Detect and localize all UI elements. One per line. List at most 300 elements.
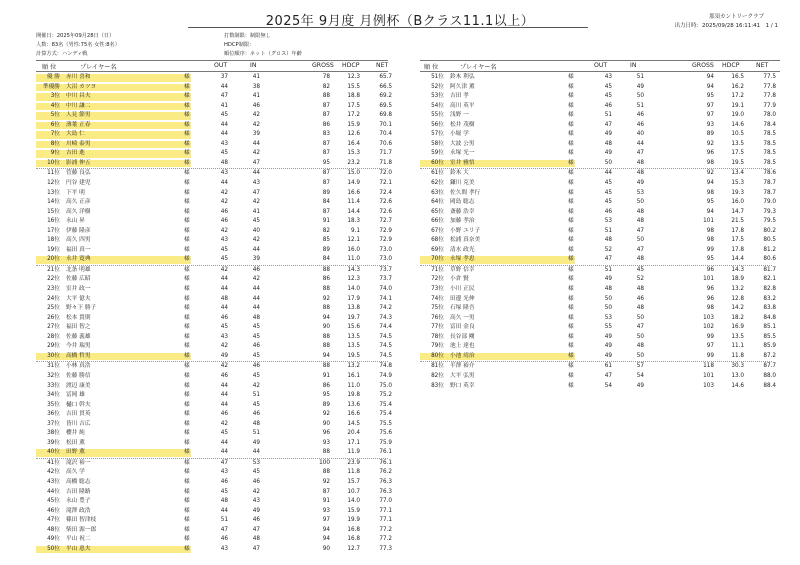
rank-cell: 74位 [431, 295, 444, 302]
net-score-cell: 78.0 [763, 112, 776, 119]
player-name-cell: 小池 靖治 [450, 352, 475, 359]
in-score-cell: 48 [252, 420, 260, 427]
gross-score-cell: 96 [706, 286, 714, 293]
player-name-cell: 伊藤 隆彦 [66, 227, 91, 234]
in-score-cell: 53 [252, 459, 260, 466]
rank-cell: 67位 [431, 227, 444, 234]
net-score-cell: 72.7 [379, 218, 392, 225]
hdcp-cell: 13.5 [347, 333, 360, 340]
table-row [36, 295, 396, 305]
header-rank: 順 位 [424, 64, 439, 71]
net-score-cell: 82.8 [763, 286, 776, 293]
net-score-cell: 70.6 [379, 140, 392, 147]
gross-score-cell: 89 [322, 246, 330, 253]
out-score-cell: 54 [604, 382, 612, 389]
table-row [420, 246, 790, 256]
player-name-cell: 大沼 カツヨ [66, 83, 97, 90]
table-row [36, 391, 396, 401]
in-score-cell: 48 [636, 208, 644, 215]
gross-score-cell: 98 [706, 159, 714, 166]
rank-cell: 49位 [47, 536, 60, 543]
out-score-cell: 48 [220, 295, 228, 302]
player-name-cell: 小倉 賢 [450, 276, 469, 283]
table-row [36, 429, 396, 439]
player-name-cell: 渡辺 康美 [66, 382, 91, 389]
out-score-cell: 47 [220, 526, 228, 533]
hdcp-cell: 13.5 [731, 140, 744, 147]
player-name-cell: 佐藤 広昭 [66, 276, 91, 283]
table-row [36, 83, 396, 93]
table-row [36, 362, 396, 372]
net-score-cell: 77.8 [763, 93, 776, 100]
out-score-cell: 46 [220, 208, 228, 215]
rank-cell: 準優勝 [42, 83, 60, 90]
in-score-cell: 51 [252, 430, 260, 437]
rank-cell: 34位 [47, 392, 60, 399]
hdcp-cell: 11.8 [731, 352, 744, 359]
title-cell: 様 [184, 102, 190, 109]
gross-score-cell: 95 [322, 392, 330, 399]
net-score-cell: 76.2 [379, 469, 392, 476]
player-name-cell: 吉田 貫英 [66, 411, 91, 418]
rank-cell: 82位 [431, 372, 444, 379]
out-score-cell: 42 [220, 227, 228, 234]
hdcp-cell: 12.3 [347, 276, 360, 283]
table-row [420, 149, 790, 159]
title-cell: 様 [184, 180, 190, 187]
out-score-cell: 46 [220, 314, 228, 321]
hdcp-cell: 15.5 [347, 83, 360, 90]
in-score-cell: 49 [636, 83, 644, 90]
hdcp-cell: 20.4 [347, 430, 360, 437]
title-cell: 様 [184, 411, 190, 418]
rank-cell: 20位 [47, 256, 60, 263]
hdcp-cell: 12.1 [347, 237, 360, 244]
net-score-cell: 79.3 [763, 208, 776, 215]
left-results-list [36, 73, 396, 554]
hdcp-cell: 15.0 [347, 170, 360, 177]
gross-score-cell: 93 [706, 121, 714, 128]
table-row [36, 497, 396, 507]
table-row [36, 189, 396, 199]
table-row [36, 352, 396, 362]
hdcp-cell: 14.5 [347, 420, 360, 427]
hdcp-cell: 19.9 [347, 517, 360, 524]
out-score-cell: 51 [604, 112, 612, 119]
out-score-cell: 37 [220, 74, 228, 80]
hdcp-cell: 19.5 [347, 352, 360, 359]
table-row [420, 102, 790, 112]
rank-cell: 8位 [50, 140, 60, 147]
table-row [36, 159, 396, 169]
rank-cell: 14位 [47, 199, 60, 206]
title-cell: 様 [568, 121, 574, 128]
table-row [36, 507, 396, 517]
table-row [36, 410, 396, 420]
hdcp-cell: 13.0 [731, 372, 744, 379]
in-score-cell: 47 [252, 545, 260, 552]
out-score-cell: 43 [220, 545, 228, 552]
table-row [36, 130, 396, 140]
table-row [36, 323, 396, 333]
player-name-cell: 大波 公男 [450, 140, 475, 147]
title-cell: 様 [184, 459, 190, 466]
title-cell: 様 [184, 392, 190, 399]
player-name-cell: 大平 億夫 [66, 295, 91, 302]
in-score-cell: 45 [252, 218, 260, 225]
gross-score-cell: 89 [706, 131, 714, 138]
player-name-cell: 永塚 光一 [450, 150, 475, 157]
net-score-cell: 78.6 [763, 170, 776, 177]
table-row [420, 169, 790, 179]
table-row [420, 121, 790, 131]
in-score-cell: 46 [252, 266, 260, 273]
hdcp-cell: 16.8 [347, 536, 360, 543]
out-score-cell: 42 [220, 420, 228, 427]
in-score-cell: 49 [252, 507, 260, 514]
gross-score-cell: 92 [706, 140, 714, 147]
table-row [420, 130, 790, 140]
hdcp-cell: 19.8 [347, 392, 360, 399]
net-score-cell: 77.3 [379, 545, 392, 552]
player-name-cell: 福田 智之 [66, 324, 91, 331]
rank-cell: 64位 [431, 199, 444, 206]
table-row [36, 545, 396, 555]
in-score-cell: 39 [252, 256, 260, 263]
net-score-cell: 74.0 [379, 286, 392, 293]
net-score-cell: 80.6 [763, 256, 776, 263]
table-row [36, 459, 396, 469]
table-row [420, 111, 790, 121]
player-name-cell: 小野 ユリ子 [450, 227, 481, 234]
gross-score-cell: 91 [322, 372, 330, 379]
hdcp-cell: 11.0 [347, 256, 360, 263]
hdcp-cell: 12.8 [731, 295, 744, 302]
player-name-cell: 鈴木 大 [450, 170, 469, 177]
player-name-cell: 松田 薫 [66, 439, 85, 446]
in-score-cell: 44 [252, 170, 260, 177]
out-score-cell: 51 [220, 517, 228, 524]
net-score-cell: 78.5 [763, 140, 776, 147]
table-row [36, 333, 396, 343]
hdcp-cell: 30.3 [731, 363, 744, 370]
out-score-cell: 42 [220, 363, 228, 370]
gross-score-cell: 93 [322, 507, 330, 514]
net-score-cell: 83.2 [763, 295, 776, 302]
net-score-cell: 72.1 [379, 180, 392, 187]
hdcp-cell: 19.3 [731, 189, 744, 196]
net-score-cell: 77.1 [379, 517, 392, 524]
out-score-cell: 46 [604, 102, 612, 109]
net-score-cell: 72.6 [379, 208, 392, 215]
title-cell: 様 [184, 517, 190, 524]
header-hdcp: HDCP [722, 62, 740, 69]
rank-cell: 31位 [47, 363, 60, 370]
out-score-cell: 49 [604, 352, 612, 359]
table-row [36, 92, 396, 102]
in-score-cell: 41 [252, 74, 260, 80]
hdcp-cell: 14.9 [347, 180, 360, 187]
title-cell: 様 [184, 305, 190, 312]
out-score-cell: 44 [220, 439, 228, 446]
hdcp-cell: 17.8 [731, 227, 744, 234]
title-cell: 様 [568, 305, 574, 312]
net-score-cell: 77.2 [379, 526, 392, 533]
hdcp-cell: 18.9 [731, 276, 744, 283]
in-score-cell: 50 [636, 352, 644, 359]
title-cell: 様 [184, 199, 190, 206]
player-name-cell: 皆川 吉広 [66, 420, 91, 427]
gross-score-cell: 99 [706, 333, 714, 340]
net-score-cell: 77.9 [763, 102, 776, 109]
out-score-cell: 51 [604, 266, 612, 273]
out-score-cell: 46 [220, 372, 228, 379]
title-cell: 様 [184, 498, 190, 505]
rank-cell: 57位 [431, 131, 444, 138]
gross-score-cell: 96 [706, 150, 714, 157]
player-name-cell: 冨岡 雄 [66, 392, 85, 399]
player-name-cell: 池上 達也 [450, 343, 475, 350]
player-name-cell: 小林 真浩 [66, 363, 91, 370]
net-score-cell: 85.1 [763, 324, 776, 331]
rank-cell: 優 勝 [46, 74, 60, 80]
title-cell: 様 [184, 469, 190, 476]
out-score-cell: 48 [604, 286, 612, 293]
net-score-cell: 71.7 [379, 150, 392, 157]
hdcp-cell: 15.3 [731, 180, 744, 187]
out-score-cell: 43 [220, 333, 228, 340]
left-header-top-line [36, 60, 388, 61]
player-name-cell: 下平 明 [66, 189, 85, 196]
title-cell: 様 [184, 449, 190, 456]
rank-cell: 5位 [50, 112, 60, 119]
rank-cell: 35位 [47, 401, 60, 408]
title-cell: 様 [184, 314, 190, 321]
in-score-cell: 48 [636, 218, 644, 225]
in-score-cell: 40 [636, 131, 644, 138]
out-score-cell: 42 [220, 343, 228, 350]
rank-cell: 4位 [50, 102, 60, 109]
rank-cell: 17位 [47, 227, 60, 234]
meta-left [36, 32, 120, 59]
header-hdcp: HDCP [342, 62, 360, 69]
out-score-cell: 53 [604, 218, 612, 225]
out-score-cell: 55 [604, 324, 612, 331]
net-score-cell: 66.5 [379, 83, 392, 90]
in-score-cell: 54 [636, 372, 644, 379]
gross-score-cell: 86 [322, 382, 330, 389]
player-name-cell: 赤川 喜和 [66, 74, 91, 80]
table-row [36, 372, 396, 382]
net-score-cell: 82.1 [763, 276, 776, 283]
table-row [36, 420, 396, 430]
table-row [420, 92, 790, 102]
gross-score-cell: 95 [706, 93, 714, 100]
in-score-cell: 47 [636, 324, 644, 331]
net-score-cell: 72.9 [379, 237, 392, 244]
header-net: NET [756, 62, 769, 69]
out-score-cell: 52 [604, 246, 612, 253]
out-score-cell: 43 [220, 469, 228, 476]
table-row [420, 236, 790, 246]
hdcp-cell: 16.1 [347, 372, 360, 379]
player-name-cell: 田邊 光伸 [450, 295, 475, 302]
title-cell: 様 [184, 227, 190, 234]
title-cell: 様 [184, 324, 190, 331]
hdcp-cell: 17.8 [731, 246, 744, 253]
out-score-cell: 50 [604, 305, 612, 312]
hdcp-cell: 14.4 [347, 208, 360, 215]
title-cell: 様 [184, 83, 190, 90]
gross-score-cell: 94 [322, 526, 330, 533]
in-score-cell: 45 [252, 352, 260, 359]
rank-cell: 21位 [47, 266, 60, 273]
player-name-cell: 滝澤 政浩 [66, 507, 91, 514]
title-cell: 様 [184, 276, 190, 283]
net-score-cell: 80.2 [763, 227, 776, 234]
title-cell: 様 [568, 199, 574, 206]
player-name-cell: 石塚 隆吾 [450, 305, 475, 312]
in-score-cell: 50 [636, 93, 644, 100]
in-score-cell: 46 [252, 102, 260, 109]
rank-cell: 43位 [47, 478, 60, 485]
in-score-cell: 47 [636, 246, 644, 253]
gross-score-cell: 88 [322, 305, 330, 312]
title-cell: 様 [568, 363, 574, 370]
out-score-cell: 44 [220, 276, 228, 283]
rank-cell: 27位 [47, 324, 60, 331]
out-score-cell: 46 [220, 218, 228, 225]
in-score-cell: 41 [252, 208, 260, 215]
out-score-cell: 44 [604, 170, 612, 177]
player-name-cell: 北条 明雄 [66, 266, 91, 273]
player-name-cell: 鎌川 克美 [450, 180, 475, 187]
hdcp-cell: 13.4 [731, 170, 744, 177]
net-score-cell: 73.0 [379, 256, 392, 263]
rank-cell: 55位 [431, 112, 444, 119]
title-cell: 様 [184, 401, 190, 408]
out-score-cell: 43 [220, 237, 228, 244]
header-out: OUT [214, 62, 228, 69]
in-score-cell: 46 [636, 112, 644, 119]
table-row [420, 362, 790, 372]
in-score-cell: 45 [252, 469, 260, 476]
in-score-cell: 57 [636, 363, 644, 370]
gross-score-cell: 95 [322, 159, 330, 166]
table-row [36, 179, 396, 189]
in-score-cell: 42 [252, 121, 260, 128]
net-score-cell: 77.5 [763, 74, 776, 80]
out-score-cell: 45 [220, 150, 228, 157]
net-score-cell: 70.4 [379, 131, 392, 138]
hdcp-cell: 18.3 [347, 218, 360, 225]
player-name-cell: 樋口 幹夫 [66, 401, 91, 408]
in-score-cell: 40 [252, 227, 260, 234]
net-score-cell: 77.0 [379, 498, 392, 505]
out-score-cell: 42 [220, 199, 228, 206]
player-name-cell: 大島 仁 [66, 131, 85, 138]
gross-score-cell: 101 [703, 276, 714, 283]
table-row [420, 73, 790, 83]
title-cell: 様 [184, 286, 190, 293]
table-row [420, 323, 790, 333]
hdcp-cell: 14.7 [731, 208, 744, 215]
title-cell: 様 [184, 218, 190, 225]
hdcp-cell: 11.0 [347, 382, 360, 389]
gross-score-cell: 87 [322, 140, 330, 147]
out-score-cell: 44 [220, 83, 228, 90]
rank-cell: 68位 [431, 237, 444, 244]
out-score-cell: 44 [220, 286, 228, 293]
header-name: プレイヤー名 [460, 64, 497, 71]
player-name-cell: 今井 瑞男 [66, 343, 91, 350]
rank-cell: 61位 [431, 170, 444, 177]
out-score-cell: 43 [220, 170, 228, 177]
table-row [420, 275, 790, 285]
title-cell: 様 [184, 536, 190, 543]
title-cell: 様 [568, 227, 574, 234]
player-name-cell: 高久 一男 [450, 314, 475, 321]
out-score-cell: 45 [220, 246, 228, 253]
out-score-cell: 45 [220, 488, 228, 495]
title-cell: 様 [568, 189, 574, 196]
net-score-cell: 72.9 [379, 227, 392, 234]
rank-cell: 15位 [47, 208, 60, 215]
net-score-cell: 72.4 [379, 189, 392, 196]
title-cell: 様 [184, 488, 190, 495]
gross-score-cell: 92 [706, 170, 714, 177]
hdcp-cell: 9.1 [350, 227, 360, 234]
hdcp-cell: 16.9 [731, 324, 744, 331]
net-score-cell: 72.0 [379, 170, 392, 177]
player-name-cell: 松井 茂樹 [450, 121, 475, 128]
hdcp-cell: 11.9 [347, 449, 360, 456]
in-score-cell: 44 [252, 246, 260, 253]
in-score-cell: 53 [636, 189, 644, 196]
net-score-cell: 65.7 [379, 74, 392, 80]
table-row [36, 246, 396, 256]
gross-score-cell: 82 [322, 227, 330, 234]
in-score-cell: 46 [636, 295, 644, 302]
hdcp-cell: 17.9 [347, 295, 360, 302]
rank-cell: 12位 [47, 180, 60, 187]
in-score-cell: 42 [252, 276, 260, 283]
table-row [36, 526, 396, 536]
title-cell: 様 [184, 256, 190, 263]
gross-score-cell: 96 [706, 266, 714, 273]
net-score-cell: 74.5 [379, 333, 392, 340]
in-score-cell: 46 [252, 478, 260, 485]
out-score-cell: 49 [604, 343, 612, 350]
rank-cell: 81位 [431, 363, 444, 370]
rank-cell: 10位 [47, 159, 60, 166]
net-score-cell: 75.5 [379, 420, 392, 427]
hdcp-cell: 11.8 [347, 469, 360, 476]
in-score-cell: 48 [252, 314, 260, 321]
rank-cell: 13位 [47, 189, 60, 196]
in-score-cell: 52 [636, 276, 644, 283]
out-score-cell: 42 [220, 266, 228, 273]
player-name-cell: 滝沢 裕一 [66, 459, 91, 466]
table-row [420, 208, 790, 218]
out-score-cell: 51 [604, 227, 612, 234]
rank-cell: 73位 [431, 286, 444, 293]
header-name: プレイヤー名 [80, 64, 117, 71]
in-score-cell: 44 [252, 305, 260, 312]
out-score-cell: 45 [604, 93, 612, 100]
rank-cell: 16位 [47, 218, 60, 225]
title-cell: 様 [184, 266, 190, 273]
